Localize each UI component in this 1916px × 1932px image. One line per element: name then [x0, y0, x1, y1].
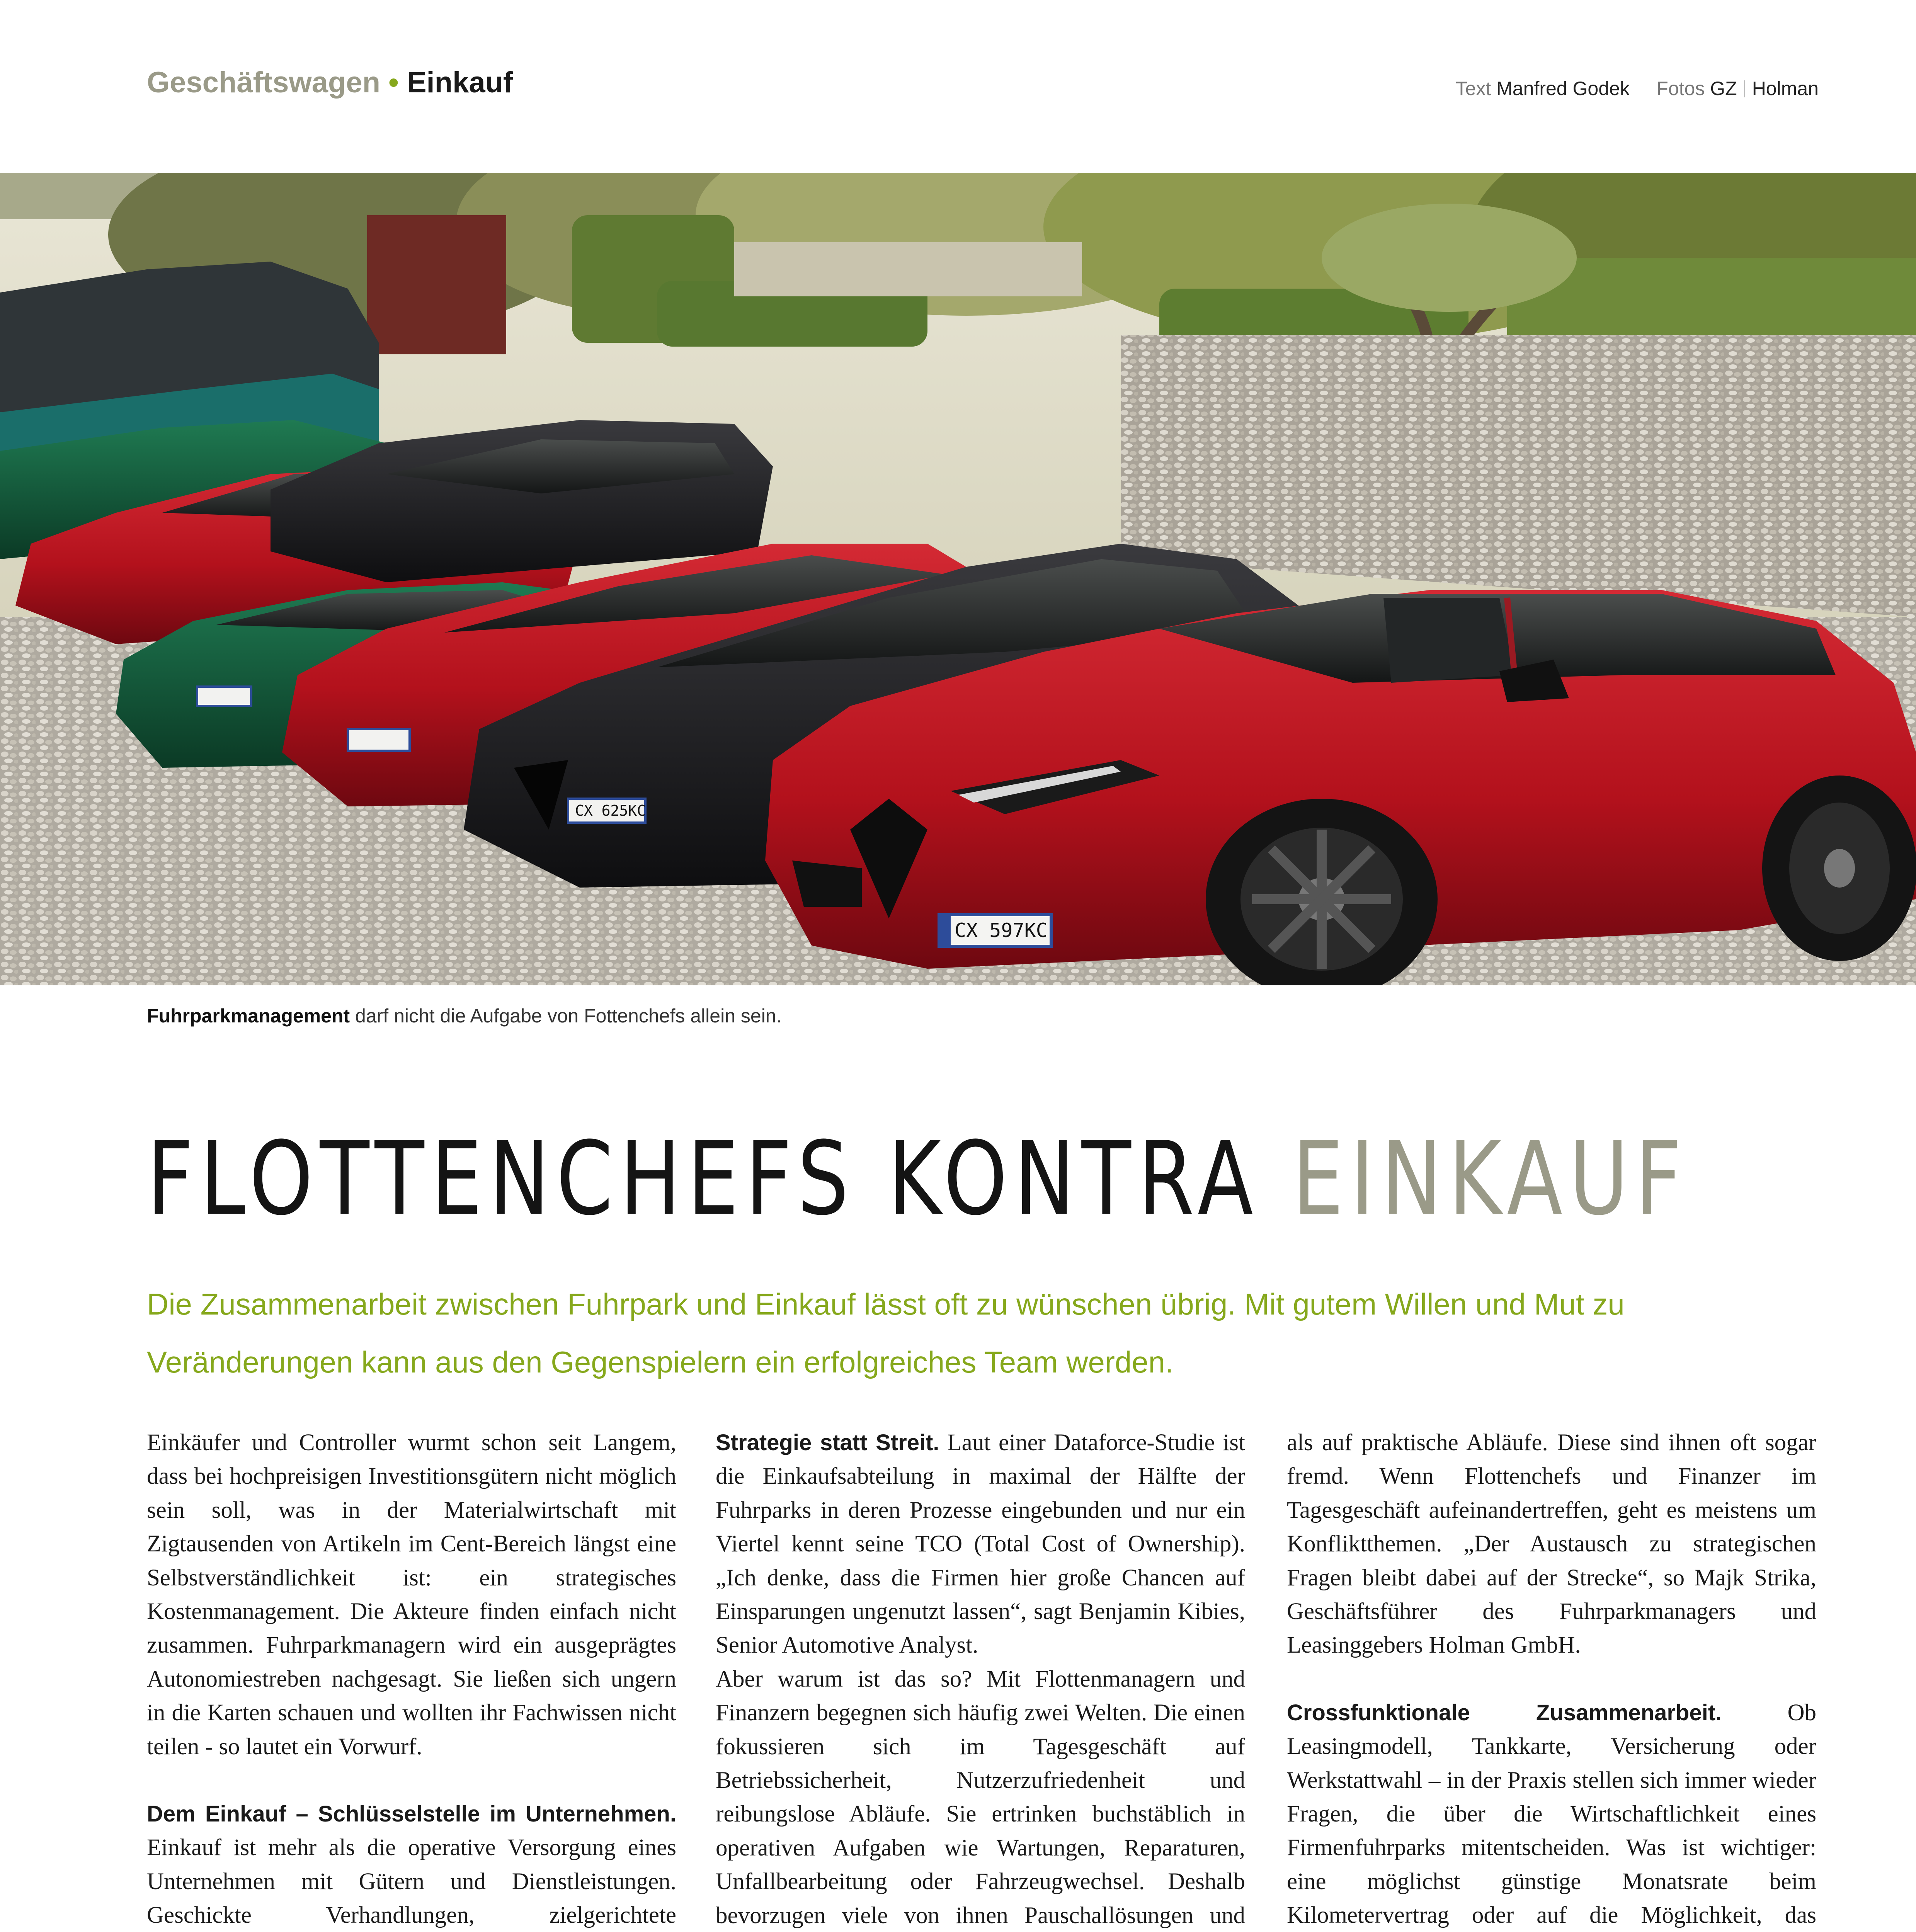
paragraph: [147, 1797, 676, 1932]
column-3: [1287, 1426, 1816, 1932]
plate-front: CX 597KC: [955, 919, 1048, 942]
plate-second: CX 625KC: [575, 802, 646, 819]
paragraph: Einkäufer und Controller wurmt schon seit Langem, dass bei hochpreisigen Investitionsgütern nicht möglich sein soll, was in der Materialwirtschaft mit Zigtausenden von Artikeln im Cent-Bereich längst eine Selbstverständlichkeit ist: ein strategisches Kostenmanagement. Die Akteure finden einfach nicht zusammen. Fuhrparkmanagern wird ein ausgeprägtes Autonomiestreben nachgesagt. Sie ließen sich ungern in die Karten schauen und wollten ihr Fachwissen nicht teilen - so lautet ein Vorwurf.: [147, 1430, 676, 1760]
article-title: [147, 1120, 1689, 1238]
subheading: Crossfunktionale Zusammenarbeit.: [1287, 1700, 1722, 1725]
title-part-1: FLOTTENCHEFS KONTRA: [147, 1120, 1293, 1238]
article-lead: Die Zusammenarbeit zwischen Fuhrpark und Einkauf lässt oft zu wünschen übrig. Mit gutem Willen und Mut zu Veränderungen kann aus den Gegenspielern ein erfolgreiches Team werden.: [147, 1287, 1625, 1379]
section-name: Geschäftswagen: [147, 66, 380, 99]
hero-photo: [0, 173, 1916, 985]
paragraph: [1287, 1696, 1816, 1932]
text-label: Text: [1455, 78, 1491, 99]
photo-caption: [147, 1005, 782, 1027]
subheading: Strategie statt Streit.: [716, 1430, 939, 1455]
column-2: [716, 1426, 1245, 1932]
subsection-name: Einkauf: [407, 66, 513, 99]
paragraph: Aber warum ist das so? Mit Flottenmanagern und Finanzern begegnen sich häufig zwei Welten. Die einen fokussieren sich im Tagesgeschäft auf Betriebssicherheit, Nutzerzufriedenheit und reibungslose Abläufe. Sie ertrinken buchstäblich in operativen Aufgaben wie Wartungen, Reparaturen, Unfallbearbeitung oder Fahrzeugwechsel. Deshalb bevorzugen viele von ihnen Pauschallösungen und: [716, 1666, 1245, 1929]
caption-bold: Fuhrparkmanagement: [147, 1005, 350, 1027]
author-name: Manfred Godek: [1496, 78, 1630, 99]
credits: [1456, 77, 1819, 100]
title-part-2: EINKAUF: [1292, 1120, 1689, 1238]
paragraph-text: Ob Leasingmodell, Tankkarte, Versicherung oder Werkstattwahl – in der Praxis stellen sich immer wieder Fragen, die über die Wirtschaftlichkeit eines Firmenfuhrparks mitentscheiden. Was ist wichtiger: eine möglichst günstige Monatsrate beim Kilometervertrag oder auf die Möglichkeit, das: [1287, 1699, 1816, 1929]
section-header: [147, 66, 513, 99]
credit-divider: [1744, 80, 1745, 97]
section-bullet: •: [388, 66, 399, 99]
column-1: [147, 1426, 676, 1932]
photo-label: Fotos: [1656, 78, 1705, 99]
photo-credit-2: Holman: [1752, 78, 1819, 99]
subheading: Dem Einkauf – Schlüsselstelle im Unternehmen.: [147, 1801, 676, 1827]
paragraph: [716, 1426, 1245, 1662]
paragraph: als auf praktische Abläufe. Diese sind ihnen oft sogar fremd. Wenn Flottenchefs und Finanzer im Tagesgeschäft aufeinandertreffen, geht es meistens um Konfliktthemen. „Der Austausch zu strategischen Fragen bleibt dabei auf der Strecke“, so Majk Strika, Geschäftsführer des Fuhrparkmanagers und Leasinggebers Holman GmbH.: [1287, 1430, 1816, 1658]
caption-text: darf nicht die Aufgabe von Fottenchefs allein sein.: [350, 1005, 782, 1027]
paragraph-text: Einkauf ist mehr als die operative Versorgung eines Unternehmen mit Gütern und Dienstleistungen. Geschickte Verhandlungen, zielgerichtete: [147, 1835, 676, 1929]
photo-credit-1: GZ: [1710, 78, 1737, 99]
paragraph-text: Laut einer Dataforce-Studie ist die Einkaufsabteilung in maximal der Hälfte der Fuhrparks in deren Prozesse eingebunden und nur ein Viertel kennt seine TCO (Total Cost of Ownership). „Ich denke, dass die Firmen hier große Chancen auf Einsparungen ungenutzt lassen“, sagt Benjamin Kibies, Senior Automotive Analyst.: [716, 1430, 1245, 1658]
